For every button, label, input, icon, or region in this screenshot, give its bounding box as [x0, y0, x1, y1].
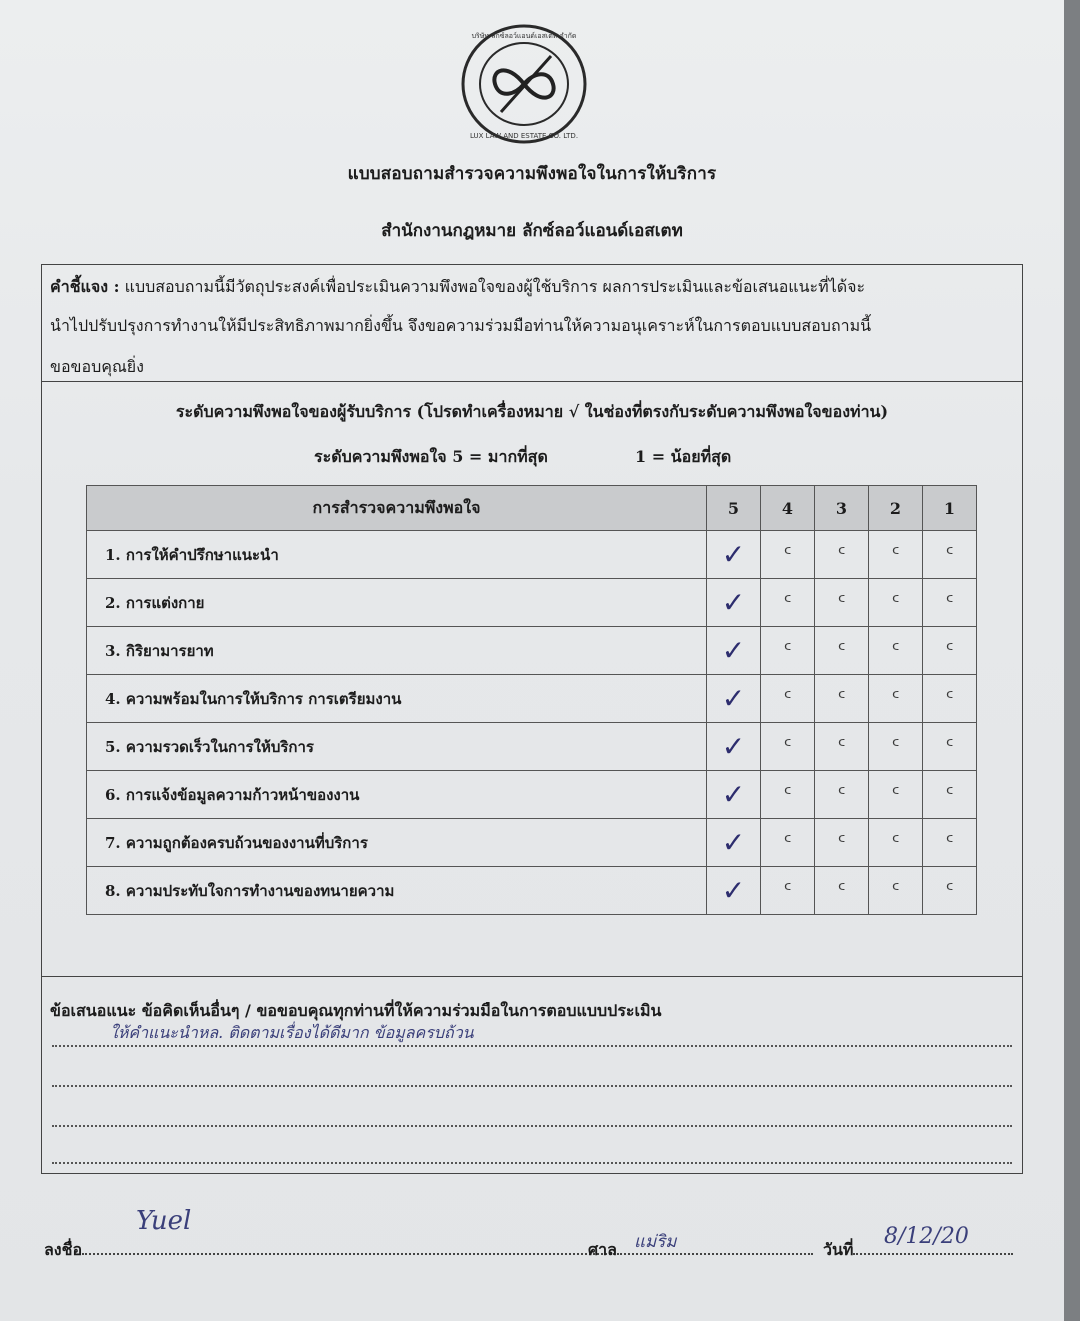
- empty-mark-icon: ᑦ: [837, 880, 846, 901]
- handwritten-comment: ให้คำแนะนำหล. ติดตามเรื่องได้ดีมาก ข้อมูลครบถ้วน: [110, 1023, 474, 1042]
- empty-mark-icon: ᑦ: [891, 544, 900, 565]
- comment-line-4[interactable]: [52, 1162, 1012, 1164]
- rating-cell-5[interactable]: [707, 723, 761, 771]
- court-value: แม่ริม: [634, 1232, 677, 1252]
- empty-mark-icon: ᑦ: [837, 592, 846, 613]
- rating-cell-4[interactable]: [761, 579, 815, 627]
- rating-cell-1[interactable]: [923, 771, 977, 819]
- empty-mark-icon: ᑦ: [783, 880, 792, 901]
- empty-mark-icon: ᑦ: [891, 736, 900, 757]
- rating-cell-2[interactable]: [869, 867, 923, 915]
- empty-mark-icon: ᑦ: [945, 544, 954, 565]
- header-level-5: 5: [707, 486, 761, 531]
- rating-cell-1[interactable]: [923, 675, 977, 723]
- rating-cell-5[interactable]: [707, 771, 761, 819]
- empty-mark-icon: ᑦ: [783, 832, 792, 853]
- rating-cell-3[interactable]: [815, 675, 869, 723]
- survey-item-label: 1. การให้คำปรึกษาแนะนำ: [87, 531, 707, 579]
- checkmark-icon: ✓: [721, 681, 746, 715]
- header-level-4: 4: [761, 486, 815, 531]
- comments-label: ข้อเสนอแนะ ข้อคิดเห็นอื่นๆ / ขอขอบคุณทุกท่านที่ให้ความร่วมมือในการตอบแบบประเมิน: [50, 1001, 662, 1020]
- survey-item-label: 3. กิริยามารยาท: [87, 627, 707, 675]
- instructions-text-1: แบบสอบถามนี้มีวัตถุประสงค์เพื่อประเมินความพึงพอใจของผู้ใช้บริการ ผลการประเมินและข้อเสนอแนะที่ได้จะ: [124, 277, 866, 296]
- comment-line-3[interactable]: [52, 1125, 1012, 1127]
- table-row: [87, 675, 977, 723]
- empty-mark-icon: ᑦ: [891, 832, 900, 853]
- rating-cell-2[interactable]: [869, 627, 923, 675]
- signature-line[interactable]: [82, 1239, 622, 1255]
- court-field: [588, 1238, 813, 1263]
- rating-cell-1[interactable]: [923, 867, 977, 915]
- rating-cell-2[interactable]: [869, 531, 923, 579]
- empty-mark-icon: ᑦ: [783, 784, 792, 805]
- rating-cell-3[interactable]: [815, 627, 869, 675]
- signature-label: ลงชื่อ: [44, 1240, 83, 1259]
- instructions-line-1: [50, 275, 865, 300]
- table-row: [87, 867, 977, 915]
- office-name: สำนักงานกฎหมาย ลักซ์ลอว์แอนด์เอสเตท: [381, 221, 683, 241]
- survey-item-label: 2. การแต่งกาย: [87, 579, 707, 627]
- date-value: 8/12/20: [884, 1224, 969, 1249]
- empty-mark-icon: ᑦ: [837, 688, 846, 709]
- rating-cell-5[interactable]: [707, 579, 761, 627]
- table-row: [87, 723, 977, 771]
- empty-mark-icon: ᑦ: [945, 832, 954, 853]
- empty-mark-icon: ᑦ: [891, 640, 900, 661]
- empty-mark-icon: ᑦ: [945, 592, 954, 613]
- rating-cell-2[interactable]: [869, 675, 923, 723]
- checkmark-icon: ✓: [721, 633, 746, 667]
- header-level-1: 1: [923, 486, 977, 531]
- comments-box: [42, 976, 1022, 1175]
- empty-mark-icon: ᑦ: [837, 640, 846, 661]
- rating-cell-4[interactable]: [761, 819, 815, 867]
- svg-text:LUX LAW AND ESTATE CO. LTD.: LUX LAW AND ESTATE CO. LTD.: [469, 132, 579, 140]
- rating-cell-2[interactable]: [869, 819, 923, 867]
- instructions-line-2: นำไปปรับปรุงการทำงานให้มีประสิทธิภาพมากยิ่งขึ้น จึงขอความร่วมมือท่านให้ความอนุเคราะห์ในการตอบแบบสอบถามนี้: [50, 316, 872, 335]
- rating-cell-2[interactable]: [869, 771, 923, 819]
- rating-cell-5[interactable]: [707, 819, 761, 867]
- rating-cell-2[interactable]: [869, 723, 923, 771]
- header-level-3: 3: [815, 486, 869, 531]
- rating-cell-4[interactable]: [761, 723, 815, 771]
- instructions-box: [42, 265, 1022, 382]
- scale-low-legend: 1 = น้อยที่สุด: [635, 447, 732, 466]
- empty-mark-icon: ᑦ: [891, 880, 900, 901]
- rating-cell-5[interactable]: [707, 675, 761, 723]
- empty-mark-icon: ᑦ: [945, 688, 954, 709]
- rating-cell-5[interactable]: [707, 531, 761, 579]
- survey-item-label: 5. ความรวดเร็วในการให้บริการ: [87, 723, 707, 771]
- comment-line-1[interactable]: [52, 1045, 1012, 1047]
- rating-cell-5[interactable]: [707, 867, 761, 915]
- rating-cell-1[interactable]: [923, 723, 977, 771]
- svg-text:บริษัท ลักซ์ลอว์แอนด์เอสเตท จำ: บริษัท ลักซ์ลอว์แอนด์เอสเตท จำกัด: [471, 32, 577, 40]
- survey-item-label: 8. ความประทับใจการทำงานของทนายความ: [87, 867, 707, 915]
- table-row: [87, 771, 977, 819]
- rating-cell-4[interactable]: [761, 867, 815, 915]
- empty-mark-icon: ᑦ: [837, 544, 846, 565]
- empty-mark-icon: ᑦ: [891, 784, 900, 805]
- empty-mark-icon: ᑦ: [945, 880, 954, 901]
- court-label: ศาล: [588, 1240, 617, 1259]
- header-level-2: 2: [869, 486, 923, 531]
- rating-cell-1[interactable]: [923, 819, 977, 867]
- instructions-line-3: ขอขอบคุณยิ่ง: [50, 357, 144, 376]
- survey-item-label: 7. ความถูกต้องครบถ้วนของงานที่บริการ: [87, 819, 707, 867]
- rating-cell-4[interactable]: [761, 771, 815, 819]
- empty-mark-icon: ᑦ: [783, 688, 792, 709]
- comment-line-2[interactable]: [52, 1085, 1012, 1087]
- table-header-row: [87, 486, 977, 531]
- signature-field: [44, 1238, 622, 1263]
- date-label: วันที่: [823, 1240, 854, 1259]
- empty-mark-icon: ᑦ: [783, 736, 792, 757]
- survey-item-label: 4. ความพร้อมในการให้บริการ การเตรียมงาน: [87, 675, 707, 723]
- checkmark-icon: ✓: [721, 585, 746, 619]
- checkmark-icon: ✓: [721, 873, 746, 907]
- table-row: [87, 627, 977, 675]
- empty-mark-icon: ᑦ: [783, 640, 792, 661]
- empty-mark-icon: ᑦ: [945, 784, 954, 805]
- rating-cell-3[interactable]: [815, 579, 869, 627]
- rating-cell-3[interactable]: [815, 723, 869, 771]
- rating-cell-1[interactable]: [923, 579, 977, 627]
- scale-high-legend: ระดับความพึงพอใจ 5 = มากที่สุด: [314, 447, 548, 466]
- empty-mark-icon: ᑦ: [945, 736, 954, 757]
- empty-mark-icon: ᑦ: [837, 784, 846, 805]
- empty-mark-icon: ᑦ: [891, 688, 900, 709]
- rating-cell-3[interactable]: [815, 531, 869, 579]
- table-body: [87, 531, 977, 915]
- checkmark-icon: ✓: [721, 729, 746, 763]
- table-row: [87, 531, 977, 579]
- empty-mark-icon: ᑦ: [837, 832, 846, 853]
- rating-cell-3[interactable]: [815, 867, 869, 915]
- rating-cell-3[interactable]: [815, 819, 869, 867]
- empty-mark-icon: ᑦ: [783, 544, 792, 565]
- rating-cell-1[interactable]: [923, 531, 977, 579]
- rating-cell-4[interactable]: [761, 531, 815, 579]
- empty-mark-icon: ᑦ: [945, 640, 954, 661]
- rating-cell-3[interactable]: [815, 771, 869, 819]
- header-item: การสำรวจความพึงพอใจ: [87, 486, 707, 531]
- form-title: แบบสอบถามสำรวจความพึงพอใจในการให้บริการ: [347, 164, 717, 184]
- instructions-label: คำชี้แจง :: [50, 277, 120, 296]
- empty-mark-icon: ᑦ: [891, 592, 900, 613]
- rating-cell-4[interactable]: [761, 627, 815, 675]
- signature-value: Yuel: [136, 1206, 192, 1236]
- rating-cell-2[interactable]: [869, 579, 923, 627]
- rating-cell-1[interactable]: [923, 627, 977, 675]
- checkmark-icon: ✓: [721, 825, 746, 859]
- satisfaction-table: [86, 485, 977, 915]
- company-seal-logo: [459, 22, 589, 146]
- empty-mark-icon: ᑦ: [783, 592, 792, 613]
- survey-item-label: 6. การแจ้งข้อมูลความก้าวหน้าของงาน: [87, 771, 707, 819]
- scale-heading: ระดับความพึงพอใจของผู้รับบริการ (โปรดทำเครื่องหมาย √ ในช่องที่ตรงกับระดับความพึงพอใจของท่าน): [175, 402, 889, 421]
- rating-cell-5[interactable]: [707, 627, 761, 675]
- table-row: [87, 819, 977, 867]
- rating-cell-4[interactable]: [761, 675, 815, 723]
- empty-mark-icon: ᑦ: [837, 736, 846, 757]
- table-row: [87, 579, 977, 627]
- checkmark-icon: ✓: [721, 777, 746, 811]
- checkmark-icon: ✓: [721, 537, 746, 571]
- form-frame: [41, 264, 1023, 1174]
